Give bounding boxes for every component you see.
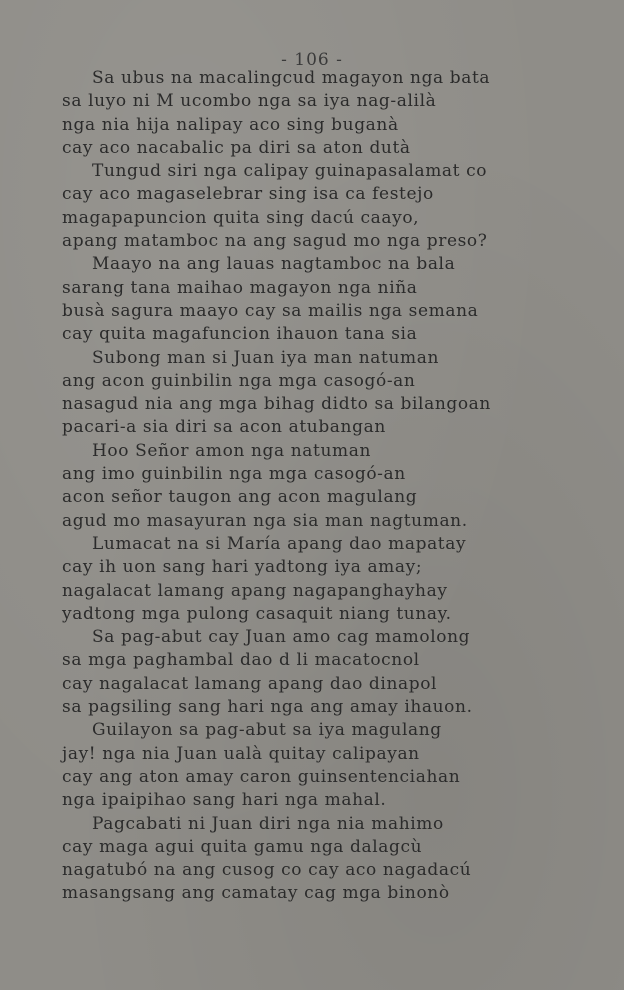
text-line: magapapuncion quita sing dacú caayo, [62,207,420,228]
text-line: cay aco magaselebrar sing isa ca festejo [62,184,434,205]
text-line: Tungud siri nga calipay guinapasalamat co [92,161,488,182]
text-line: Sa ubus na macalingcud magayon nga bata [92,68,491,88]
text-line: masangsang ang camatay cag mga binonò [62,883,450,904]
text-line: nagatubó na ang cusog co cay aco nagadacú [62,860,472,881]
text-line: sa luyo ni M ucombo nga sa iya nag-alilà [62,91,437,112]
text-line: cay aco nacabalic pa diri sa aton dutà [62,137,411,158]
text-line: nasagud nia ang mga bihag didto sa bilangoan [62,394,491,415]
text-line: sa mga paghambal dao d li macatocnol [62,650,420,671]
text-line: cay quita magafuncion ihauon tana sia [62,324,418,345]
text-line: sarang tana maihao magayon nga niña [62,277,418,298]
text-line: Sa pag-abut cay Juan amo cag mamolong [92,627,471,648]
text-line: Hoo Señor amon nga natuman [92,440,372,461]
text-line: Guilayon sa pag-abut sa iya magulang [92,720,442,741]
text-line: Subong man si Juan iya man natuman [92,347,440,368]
text-line: agud mo masayuran nga sia man nagtuman. [62,510,468,531]
text-line: sa pagsiling sang hari nga ang amay ihauon. [62,697,473,718]
text-line: nagalacat lamang apang nagapanghayhay [62,580,448,601]
text-line: ang acon guinbilin nga mga casogó-an [62,370,416,391]
text-line: yadtong mga pulong casaquit niang tunay. [62,603,452,624]
page-number: - 106 - [281,50,343,70]
text-line: cay maga agui quita gamu nga dalagcù [62,836,423,857]
text-line: Lumacat na si María apang dao mapatay [92,533,467,554]
text-line: cay nagalacat lamang apang dao dinapol [62,673,438,694]
text-line: busà sagura maayo cay sa mailis nga semana [62,300,479,321]
text-line: pacari-a sia diri sa acon atubangan [62,417,386,438]
text-line: ang imo guinbilin nga mga casogó-an [62,464,406,485]
text-line: apang matamboc na ang sagud mo nga preso? [62,231,488,252]
poem-text [62,67,562,906]
text-line: jay! nga nia Juan ualà quitay calipayan [62,743,420,764]
text-line: cay ang aton amay caron guinsentenciahan [62,766,461,787]
text-line: Pagcabati ni Juan diri nga nia mahimo [92,813,444,834]
text-line: nga nia hija nalipay aco sing buganà [62,114,399,135]
text-line: nga ipaipihao sang hari nga mahal. [62,790,387,811]
text-line: Maayo na ang lauas nagtamboc na bala [92,254,456,275]
text-line: acon señor taugon ang acon magulang [62,487,418,508]
text-line: cay ih uon sang hari yadtong iya amay; [62,557,423,578]
